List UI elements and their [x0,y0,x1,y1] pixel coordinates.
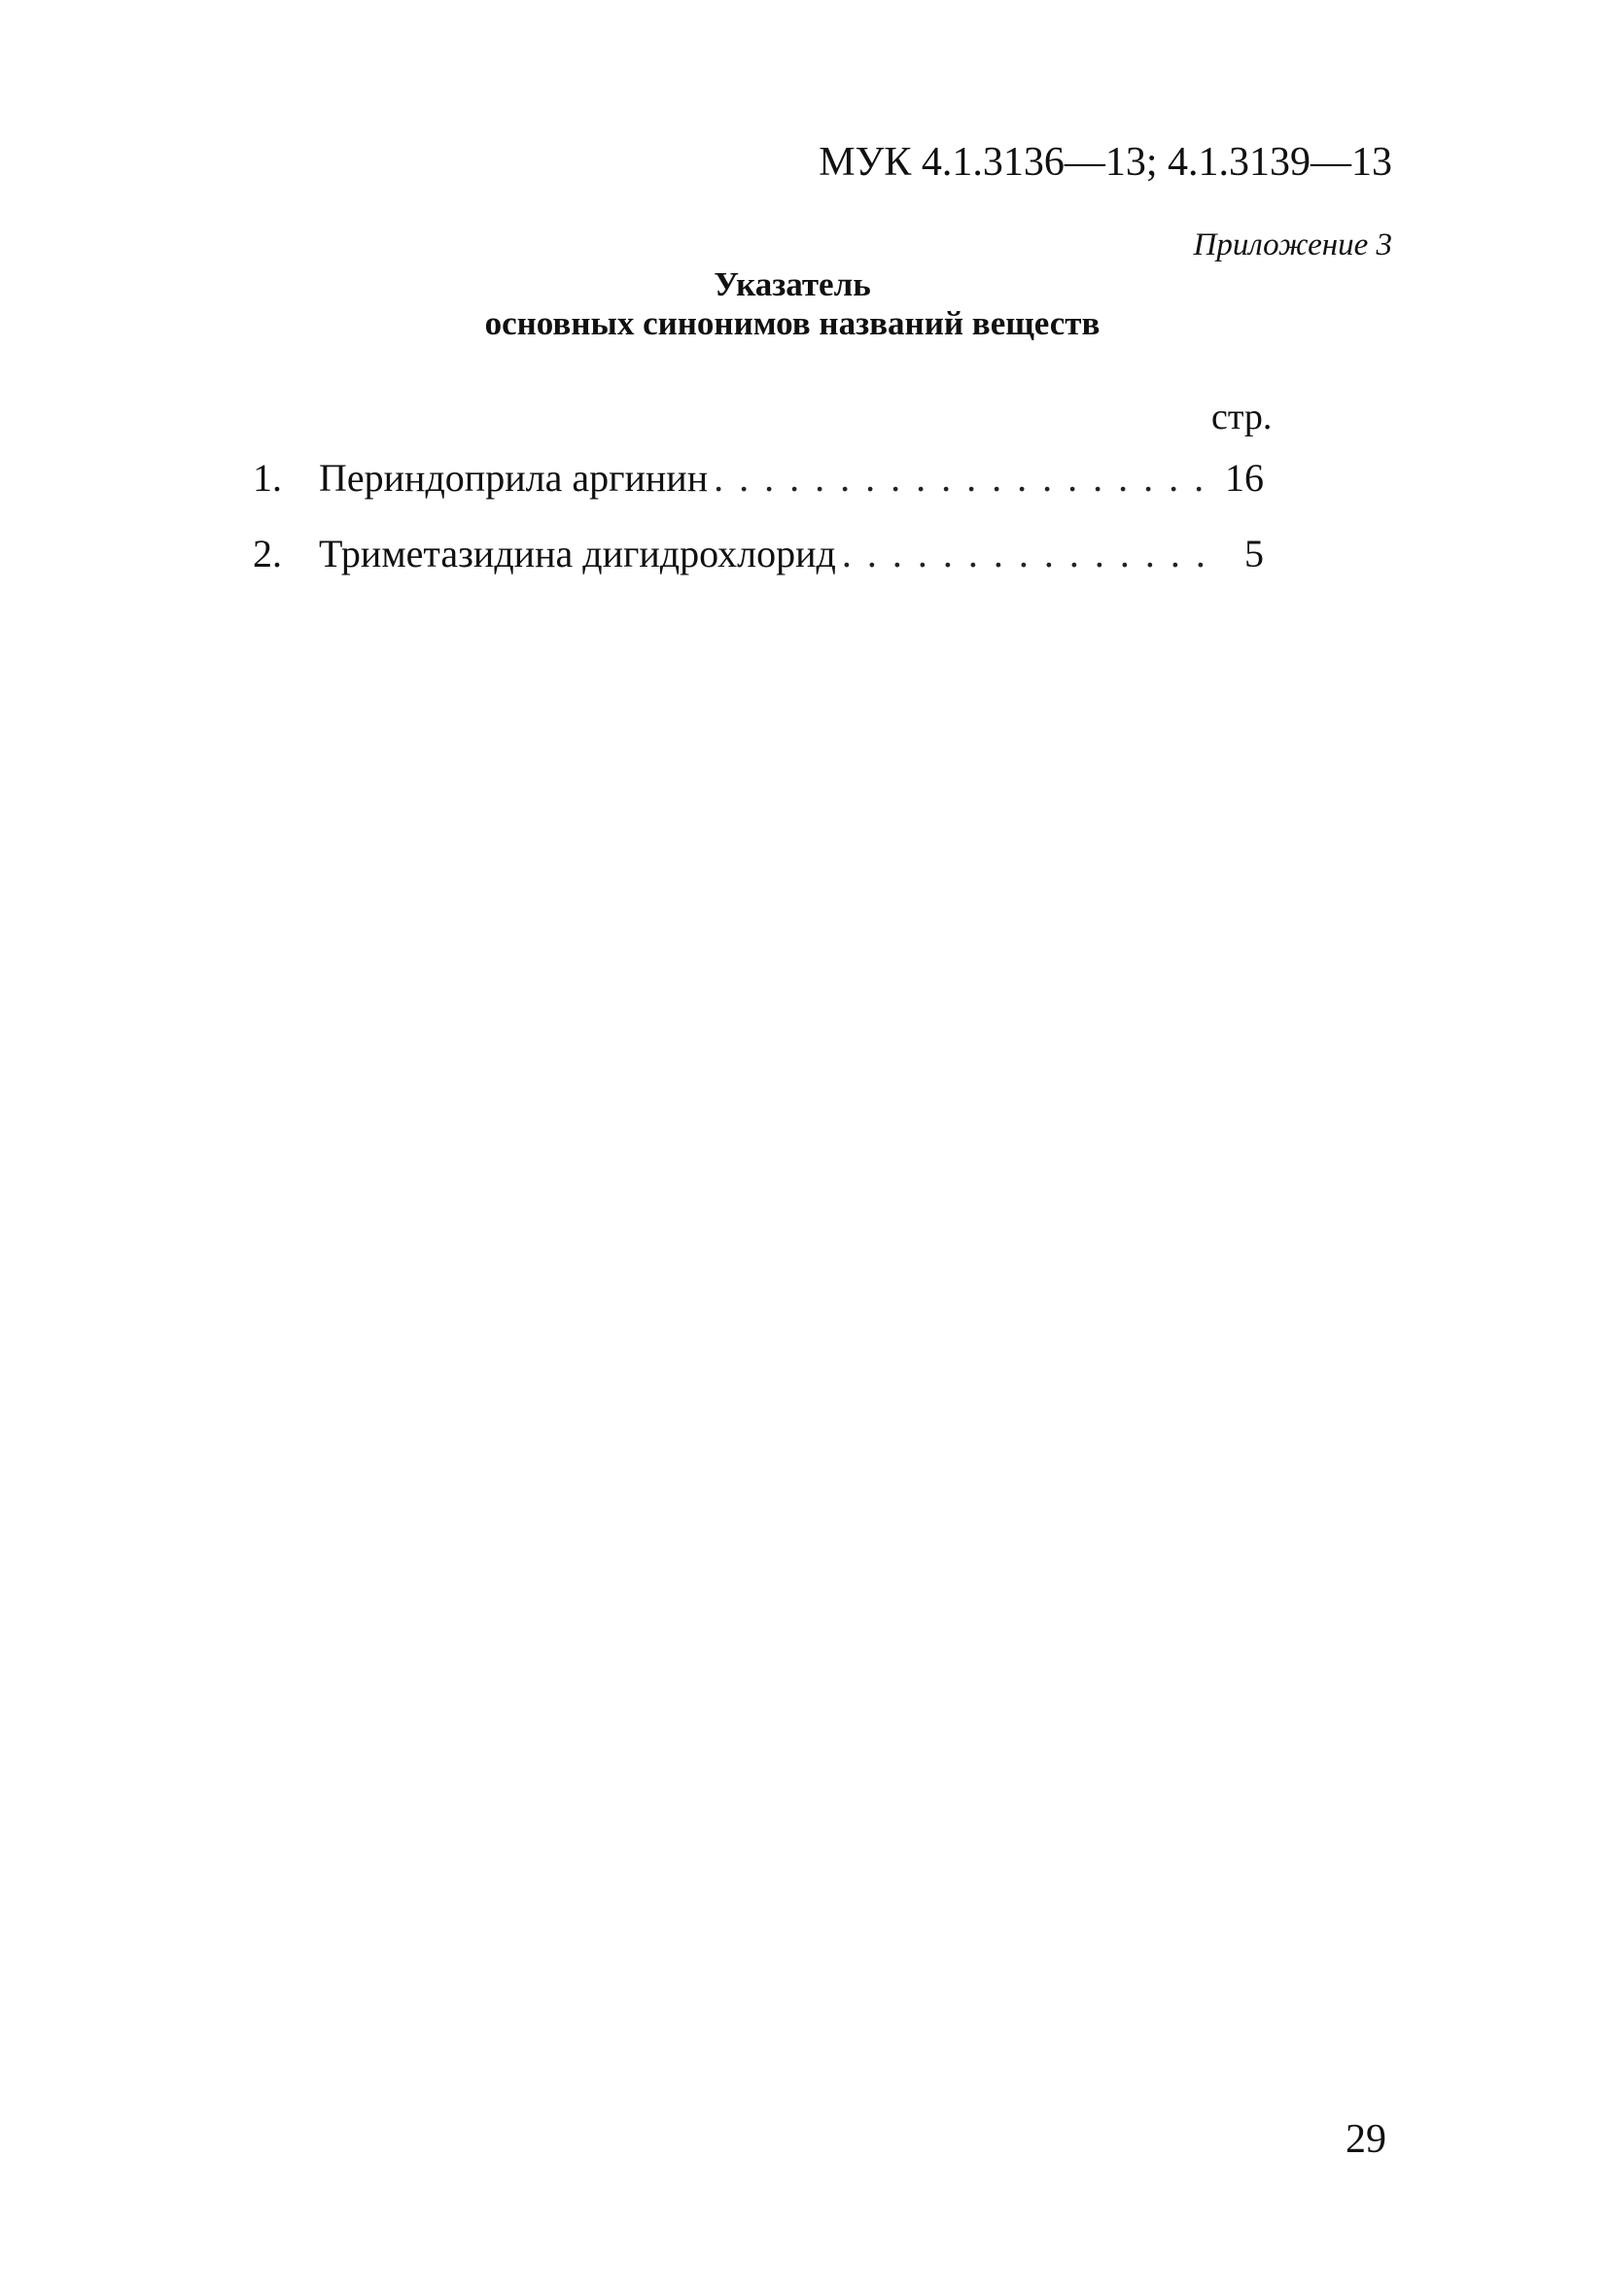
entry-name: Триметазидина дигидрохлорид [319,532,836,575]
page-number: 29 [1346,2117,1386,2162]
appendix-label: Приложение 3 [1193,227,1392,262]
entry-page: 16 [1225,456,1264,500]
entry-page: 5 [1244,532,1264,575]
title-line-2: основных синонимов названий веществ [484,304,1101,342]
dot-leader [714,459,1217,498]
dot-leader [842,535,1217,574]
page-column-header: стр. [1211,397,1273,437]
index-entry [253,532,1264,610]
entry-number: 2. [253,532,282,575]
entry-name: Периндоприла аргинин [319,456,709,500]
index-title [418,265,1167,343]
title-line-1: Указатель [714,265,871,303]
document-code-header: МУК 4.1.3136—13; 4.1.3139—13 [819,140,1392,185]
synonym-index-list [253,456,1264,610]
entry-number: 1. [253,456,282,500]
index-entry [253,456,1264,535]
